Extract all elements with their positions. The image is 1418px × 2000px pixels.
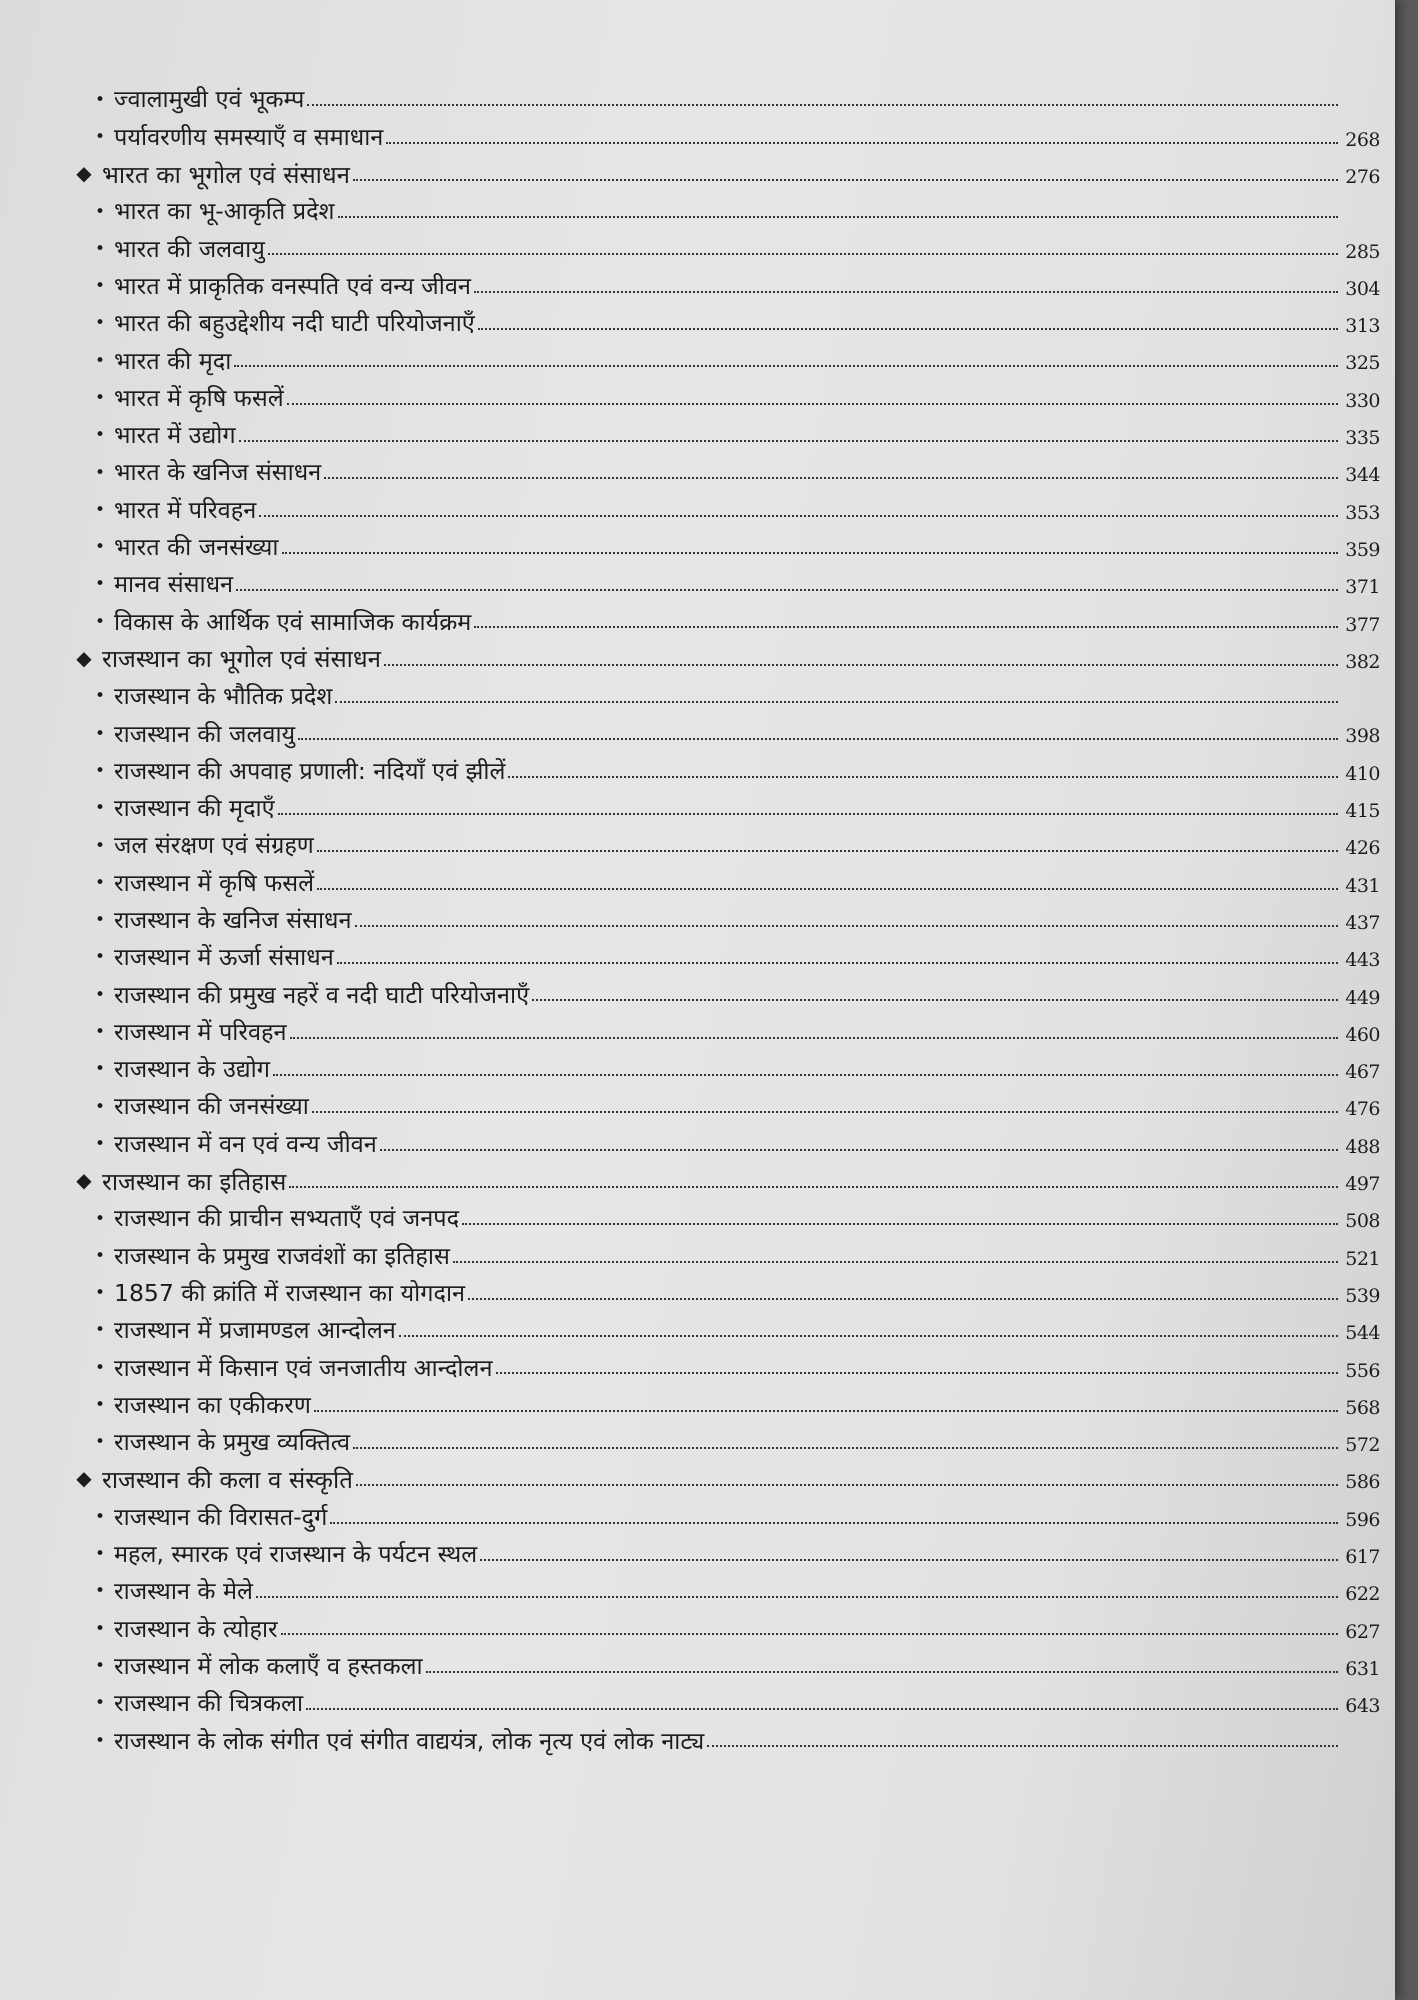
dot-leader (234, 365, 1338, 367)
dot-bullet-icon: • (94, 1022, 106, 1043)
toc-entry-title: भारत का भूगोल एवं संसाधन (102, 160, 350, 189)
toc-page-number: 325 (1345, 352, 1380, 375)
toc-page-number: 268 (1345, 128, 1380, 151)
dot-leader (273, 1074, 1338, 1076)
dot-bullet-icon: • (94, 723, 106, 744)
dot-leader (508, 776, 1338, 778)
dot-bullet-icon: • (94, 350, 106, 371)
dot-leader (380, 1149, 1338, 1151)
dot-leader (282, 552, 1338, 554)
dot-bullet-icon: • (94, 1357, 106, 1378)
dot-leader (314, 1410, 1338, 1412)
toc-entry-title: भारत की जलवायु (114, 234, 265, 263)
toc-entry (60, 1348, 1380, 1385)
dot-leader (386, 142, 1338, 144)
toc-entry-title: भारत का भू-आकृति प्रदेश (114, 197, 335, 226)
toc-entry-title: राजस्थान का इतिहास (102, 1167, 287, 1196)
dot-bullet-icon: • (94, 387, 106, 408)
toc-entry (60, 229, 1380, 266)
toc-entry-title: राजस्थान की अपवाह प्रणाली: नदियाँ एवं झीलें (114, 756, 506, 785)
toc-entry-title: राजस्थान के प्रमुख व्यक्तित्व (114, 1428, 351, 1457)
toc-entry-title: भारत में परिवहन (114, 495, 257, 524)
dot-leader (324, 477, 1338, 479)
dot-leader (256, 1596, 1338, 1598)
dot-leader (355, 925, 1338, 927)
toc-section-heading (60, 1460, 1380, 1497)
dot-leader (707, 1745, 1338, 1747)
dot-leader (399, 1335, 1338, 1337)
dot-bullet-icon: • (94, 984, 106, 1005)
toc-page-number: 382 (1345, 650, 1380, 673)
toc-entry-title: राजस्थान के मेले (114, 1577, 253, 1606)
dot-bullet-icon: • (94, 1133, 106, 1154)
toc-entry-title: भारत के खनिज संसाधन (114, 458, 322, 487)
toc-entry (60, 1385, 1380, 1422)
dot-leader (453, 1261, 1338, 1263)
toc-entry-title: राजस्थान के त्योहार (114, 1614, 278, 1643)
dot-leader (474, 291, 1338, 293)
toc-entry-title: महल, स्मारक एवं राजस्थान के पर्यटन स्थल (114, 1540, 478, 1569)
toc-page-number: 398 (1345, 725, 1380, 748)
dot-bullet-icon: • (94, 1544, 106, 1565)
dot-leader (496, 1372, 1339, 1374)
dot-leader (278, 813, 1338, 815)
toc-entry (60, 453, 1380, 490)
dot-leader (317, 888, 1338, 890)
toc-entry-title: भारत में प्राकृतिक वनस्पति एवं वन्य जीवन (114, 271, 471, 300)
toc-section-heading (60, 639, 1380, 676)
dot-leader (478, 328, 1338, 330)
toc-entry (60, 1609, 1380, 1646)
dot-leader (259, 515, 1338, 517)
toc-entry (60, 378, 1380, 415)
diamond-bullet-icon: ◆ (76, 160, 92, 185)
toc-page-number: 488 (1345, 1135, 1380, 1158)
dot-bullet-icon: • (94, 760, 106, 781)
toc-entry (60, 1124, 1380, 1161)
dot-bullet-icon: • (94, 611, 106, 632)
toc-entry-title: 1857 की क्रांति में राजस्थान का योगदान (114, 1278, 466, 1307)
dot-bullet-icon: • (94, 1730, 106, 1751)
dot-bullet-icon: • (94, 425, 106, 446)
toc-entry-title: राजस्थान की मृदाएँ (114, 794, 275, 823)
dot-leader (268, 253, 1338, 255)
toc-entry-title: राजस्थान में परिवहन (114, 1017, 287, 1046)
toc-page-number: 643 (1345, 1695, 1380, 1718)
dot-bullet-icon: • (94, 1208, 106, 1229)
toc-page-number: 460 (1345, 1023, 1380, 1046)
dot-leader (239, 440, 1338, 442)
toc-entry (60, 304, 1380, 341)
toc-entry-title: राजस्थान में प्रजामण्डल आन्दोलन (114, 1316, 396, 1345)
toc-page-number: 353 (1345, 501, 1380, 524)
dot-bullet-icon: • (94, 499, 106, 520)
toc-entry (60, 1535, 1380, 1572)
toc-entry (60, 1012, 1380, 1049)
toc-entry (60, 975, 1380, 1012)
dot-bullet-icon: • (94, 1395, 106, 1415)
toc-page-number: 631 (1345, 1657, 1380, 1680)
dot-leader (290, 1037, 1338, 1039)
toc-page-number: 622 (1345, 1583, 1380, 1606)
toc-entry-title: राजस्थान में कृषि फसलें (114, 868, 315, 897)
dot-bullet-icon: • (94, 1656, 106, 1677)
dot-leader (312, 1111, 1338, 1113)
toc-entry-title: राजस्थान में किसान एवं जनजातीय आन्दोलन (114, 1353, 493, 1382)
toc-page-number: 344 (1345, 464, 1380, 487)
table-of-contents (60, 80, 1380, 1758)
toc-entry (60, 826, 1380, 863)
dot-leader (532, 999, 1338, 1001)
toc-entry-title: भारत की बहुउद्देशीय नदी घाटी परियोजनाएँ (114, 309, 475, 338)
toc-entry (60, 1199, 1380, 1236)
toc-entry (60, 677, 1380, 714)
dot-bullet-icon: • (94, 1693, 106, 1714)
dot-leader (236, 589, 1338, 591)
dot-bullet-icon: • (94, 835, 106, 856)
toc-entry-title: राजस्थान में ऊर्जा संसाधन (114, 943, 334, 972)
toc-entry (60, 341, 1380, 378)
toc-entry-title: राजस्थान के उद्योग (114, 1055, 270, 1084)
toc-entry (60, 80, 1380, 117)
toc-entry-title: राजस्थान के प्रमुख राजवंशों का इतिहास (114, 1241, 450, 1270)
dot-bullet-icon: • (94, 126, 106, 147)
toc-entry (60, 266, 1380, 303)
dot-bullet-icon: • (94, 1320, 106, 1341)
dot-bullet-icon: • (94, 1059, 106, 1080)
diamond-bullet-icon: ◆ (76, 1167, 92, 1192)
toc-entry-title: राजस्थान का भूगोल एवं संसाधन (102, 645, 381, 674)
dot-leader (353, 1447, 1338, 1449)
toc-entry-title: मानव संसाधन (114, 570, 234, 599)
dot-bullet-icon: • (94, 686, 106, 707)
toc-entry-title: ज्वालामुखी एवं भूकम्प (114, 85, 305, 114)
toc-entry (60, 863, 1380, 900)
toc-entry-title: राजस्थान की विरासत-दुर्ग (114, 1502, 328, 1531)
toc-page-number: 521 (1345, 1247, 1380, 1270)
toc-entry-title: राजस्थान के भौतिक प्रदेश (114, 682, 333, 711)
toc-page-number: 415 (1345, 800, 1380, 823)
toc-page-number: 539 (1345, 1284, 1380, 1307)
toc-entry-title: भारत में उद्योग (114, 421, 236, 450)
dot-leader (468, 1298, 1338, 1300)
toc-page-number: 497 (1345, 1173, 1380, 1196)
toc-page-number: 285 (1345, 240, 1380, 263)
toc-page-number: 568 (1345, 1396, 1380, 1419)
toc-entry-title: राजस्थान में वन एवं वन्य जीवन (114, 1129, 377, 1158)
toc-entry-title: राजस्थान में लोक कलाएँ व हस्तकला (114, 1651, 423, 1680)
toc-entry (60, 1274, 1380, 1311)
toc-entry (60, 192, 1380, 229)
toc-page-number: 335 (1345, 427, 1380, 450)
toc-page-number: 449 (1345, 986, 1380, 1009)
toc-page-number: 617 (1345, 1545, 1380, 1568)
toc-page-number: 313 (1345, 315, 1380, 338)
dot-bullet-icon: • (94, 574, 106, 595)
toc-entry (60, 416, 1380, 453)
toc-page-number: 330 (1345, 389, 1380, 412)
dot-leader (480, 1559, 1338, 1561)
dot-bullet-icon: • (94, 1506, 106, 1527)
dot-bullet-icon: • (94, 238, 106, 259)
toc-page-number: 437 (1345, 911, 1380, 934)
toc-section-heading (60, 1162, 1380, 1199)
toc-page-number: 431 (1345, 874, 1380, 897)
toc-entry (60, 602, 1380, 639)
diamond-bullet-icon: ◆ (76, 645, 92, 670)
dot-bullet-icon: • (94, 276, 106, 297)
dot-leader (337, 962, 1338, 964)
toc-entry (60, 1236, 1380, 1273)
dot-leader (287, 403, 1338, 405)
toc-entry (60, 1721, 1380, 1758)
toc-page-number: 371 (1345, 576, 1380, 599)
toc-entry-title: राजस्थान की जलवायु (114, 719, 296, 748)
toc-entry-title: राजस्थान की प्राचीन सभ्यताएँ एवं जनपद (114, 1204, 460, 1233)
dot-bullet-icon: • (94, 89, 106, 110)
toc-entry-title: राजस्थान की चित्रकला (114, 1689, 304, 1718)
toc-page-number: 426 (1345, 837, 1380, 860)
dot-bullet-icon: • (94, 910, 106, 931)
toc-page-number: 304 (1345, 277, 1380, 300)
dot-bullet-icon: • (94, 947, 106, 968)
toc-entry (60, 1646, 1380, 1683)
toc-entry (60, 1497, 1380, 1534)
dot-leader (356, 1484, 1338, 1486)
toc-page-number: 377 (1345, 613, 1380, 636)
toc-entry (60, 565, 1380, 602)
toc-page-number: 476 (1345, 1098, 1380, 1121)
toc-entry (60, 714, 1380, 751)
dot-bullet-icon: • (94, 872, 106, 893)
toc-entry-title: राजस्थान का एकीकरण (114, 1390, 311, 1419)
dot-leader (330, 1522, 1338, 1524)
toc-entry-title: भारत में कृषि फसलें (114, 383, 284, 412)
toc-entry-title: भारत की जनसंख्या (114, 533, 279, 562)
toc-page-number: 544 (1345, 1322, 1380, 1345)
dot-leader (353, 179, 1338, 181)
dot-leader (335, 701, 1338, 703)
dot-leader (289, 1186, 1338, 1188)
toc-page-number: 508 (1345, 1210, 1380, 1233)
toc-entry (60, 751, 1380, 788)
toc-section-heading (60, 155, 1380, 192)
toc-entry (60, 1684, 1380, 1721)
toc-page-number: 627 (1345, 1620, 1380, 1643)
dot-bullet-icon: • (94, 1283, 106, 1304)
dot-bullet-icon: • (94, 537, 106, 558)
dot-bullet-icon: • (94, 462, 106, 483)
toc-page-number: 359 (1345, 538, 1380, 561)
toc-page-number: 556 (1345, 1359, 1380, 1382)
dot-bullet-icon: • (94, 1618, 106, 1639)
toc-entry-title: राजस्थान की कला व संस्कृति (102, 1465, 353, 1494)
dot-bullet-icon: • (94, 1245, 106, 1266)
toc-entry-title: जल संरक्षण एवं संग्रहण (114, 831, 314, 860)
toc-entry (60, 117, 1380, 154)
toc-entry-title: राजस्थान के लोक संगीत एवं संगीत वाद्ययंत्र, लोक नृत्य एवं लोक नाट्य (114, 1726, 705, 1755)
dot-leader (338, 216, 1338, 218)
toc-page-number: 443 (1345, 949, 1380, 972)
toc-entry (60, 1572, 1380, 1609)
dot-bullet-icon: • (94, 1096, 106, 1117)
toc-entry (60, 789, 1380, 826)
dot-leader (384, 664, 1338, 666)
toc-entry-title: राजस्थान की जनसंख्या (114, 1092, 309, 1121)
dot-leader (307, 104, 1338, 106)
toc-entry (60, 528, 1380, 565)
toc-page-number: 276 (1345, 166, 1380, 188)
toc-entry-title: विकास के आर्थिक एवं सामाजिक कार्यक्रम (114, 607, 472, 636)
toc-entry (60, 1050, 1380, 1087)
toc-entry (60, 1087, 1380, 1124)
toc-entry-title: पर्यावरणीय समस्याएँ व समाधान (114, 122, 384, 151)
toc-entry (60, 1311, 1380, 1348)
dot-bullet-icon: • (94, 1581, 106, 1602)
dot-leader (281, 1633, 1338, 1635)
toc-entry (60, 901, 1380, 938)
dot-bullet-icon: • (94, 313, 106, 334)
toc-entry (60, 938, 1380, 975)
toc-entry-title: राजस्थान की प्रमुख नहरें व नदी घाटी परियोजनाएँ (114, 980, 530, 1009)
dot-leader (426, 1671, 1338, 1673)
dot-leader (306, 1708, 1338, 1710)
toc-page-number: 586 (1345, 1471, 1380, 1494)
dot-bullet-icon: • (94, 1432, 106, 1453)
diamond-bullet-icon: ◆ (76, 1466, 92, 1491)
toc-entry (60, 1423, 1380, 1460)
toc-page-number: 596 (1345, 1508, 1380, 1531)
dot-bullet-icon: • (94, 201, 106, 222)
dot-leader (317, 850, 1338, 852)
toc-entry-title: राजस्थान के खनिज संसाधन (114, 905, 352, 934)
toc-page-number: 572 (1345, 1434, 1380, 1457)
toc-page-number: 467 (1345, 1061, 1380, 1084)
dot-leader (474, 626, 1338, 628)
toc-page-number: 410 (1345, 762, 1380, 785)
dot-bullet-icon: • (94, 798, 106, 819)
dot-leader (298, 738, 1338, 740)
toc-entry-title: भारत की मृदा (114, 346, 232, 375)
toc-entry (60, 490, 1380, 527)
dot-leader (462, 1223, 1338, 1225)
